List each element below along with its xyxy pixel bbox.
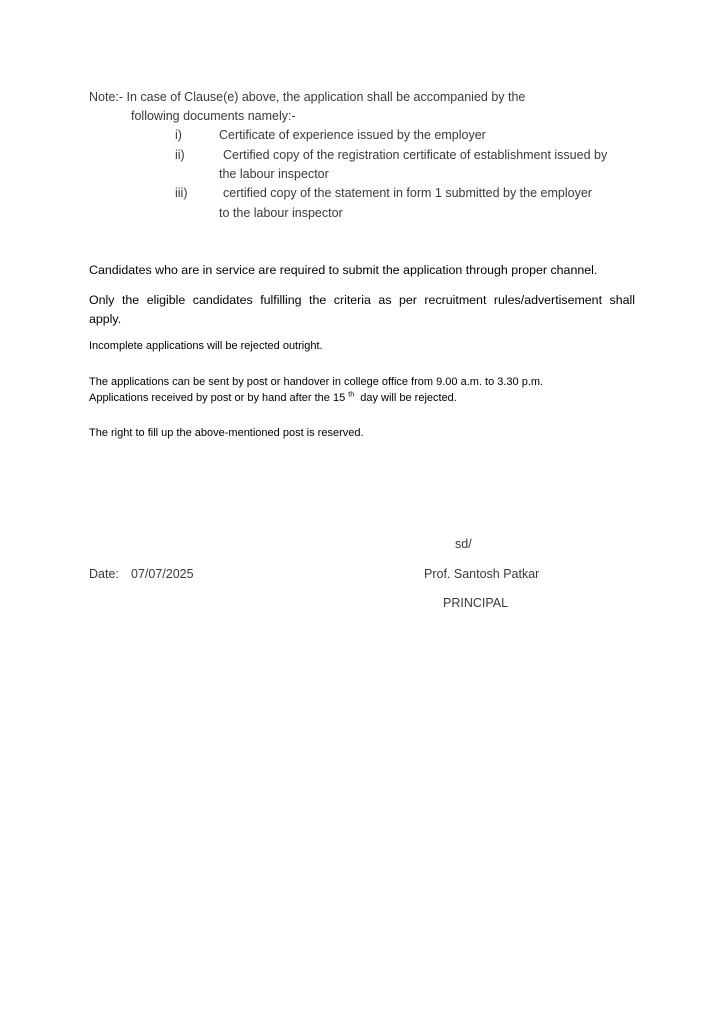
submission-line1: The applications can be sent by post or handover in college office from 9.00 a.m. to 3.30 p.m. [89, 376, 544, 388]
in-service-paragraph: Candidates who are in service are required to submit the application through proper channel. [89, 263, 598, 277]
note-intro-line1: Note:- In case of Clause(e) above, the application shall be accompanied by the [89, 90, 526, 104]
signatory-title: PRINCIPAL [443, 596, 509, 610]
note-item-text: to the labour inspector [219, 206, 343, 220]
submission-line2-before: Applications received by post or by hand after the 15 [89, 392, 346, 404]
submission-line2-after: day will be rejected. [360, 392, 457, 404]
note-item-text: Certificate of experience issued by the employer [219, 128, 486, 142]
ordinal-suffix: th [348, 391, 355, 399]
submission-line2 [89, 393, 457, 404]
note-item-text: certified copy of the statement in form 1 submitted by the employer [223, 186, 592, 200]
incomplete-notice: Incomplete applications will be rejected outright. [89, 340, 323, 352]
date-label: Date: [89, 567, 119, 581]
eligible-paragraph-line1: Only the eligible candidates fulfilling the criteria as per recruitment rules/advertisement shall [89, 293, 635, 307]
signature-sd: sd/ [455, 537, 472, 551]
note-item-text: the labour inspector [219, 167, 329, 181]
note-item-marker: ii) [175, 148, 185, 162]
reserved-notice: The right to fill up the above-mentioned post is reserved. [89, 427, 364, 439]
eligible-paragraph-line2: apply. [89, 312, 122, 326]
note-item-marker: iii) [175, 186, 188, 200]
note-intro-line2: following documents namely:- [131, 109, 296, 123]
date-value: 07/07/2025 [131, 567, 194, 581]
note-item-marker: i) [175, 128, 182, 142]
signatory-name: Prof. Santosh Patkar [424, 567, 540, 581]
note-item-text: Certified copy of the registration certificate of establishment issued by [223, 148, 608, 162]
